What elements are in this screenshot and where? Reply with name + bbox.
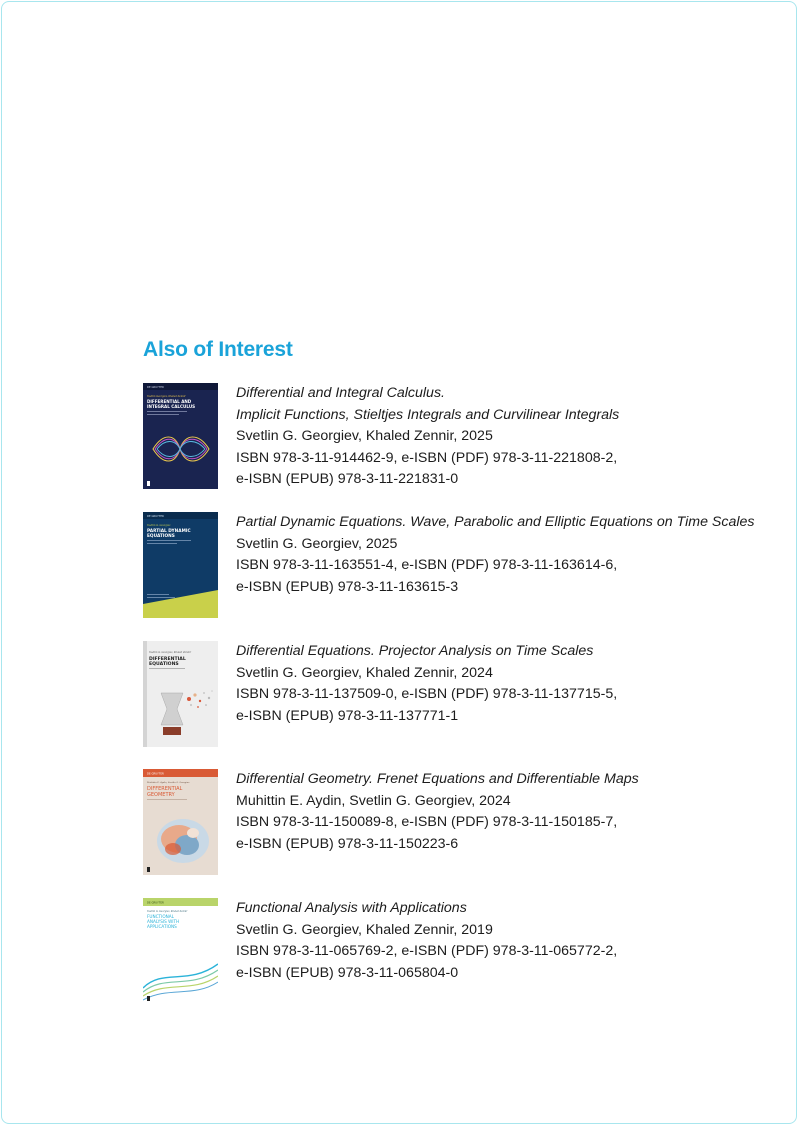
svg-text:EQUATIONS: EQUATIONS — [147, 534, 175, 539]
book-authors-year: Svetlin G. Georgiev, Khaled Zennir, 2025 — [236, 428, 493, 444]
svg-text:FUNCTIONAL: FUNCTIONAL — [147, 914, 174, 919]
book-cover — [143, 512, 218, 618]
book-eisbn: e-ISBN (EPUB) 978-3-11-065804-0 — [236, 964, 459, 981]
book-title: Functional Analysis with Applications — [236, 900, 467, 916]
book-isbn: ISBN 978-3-11-065769-2, e-ISBN (PDF) 978-3-11-065772-2, — [236, 943, 618, 959]
svg-text:APPLICATIONS: APPLICATIONS — [147, 924, 177, 929]
book-authors-year: Svetlin G. Georgiev, Khaled Zennir, 2019 — [236, 921, 493, 938]
book-cover-art — [143, 898, 218, 1004]
book-info — [236, 383, 796, 491]
book-eisbn: e-ISBN (EPUB) 978-3-11-150223-6 — [236, 835, 459, 852]
svg-text:INTEGRAL CALCULUS: INTEGRAL CALCULUS — [147, 404, 196, 409]
book-isbn: ISBN 978-3-11-150089-8, e-ISBN (PDF) 978-3-11-150185-7, — [236, 814, 618, 830]
book-title: Differential Geometry. Frenet Equations and Differentiable Maps — [236, 771, 639, 787]
book-entry — [143, 512, 763, 622]
book-isbn: ISBN 978-3-11-163551-4, e-ISBN (PDF) 978-3-11-163614-6, — [236, 557, 618, 573]
book-isbn: ISBN 978-3-11-137509-0, e-ISBN (PDF) 978-3-11-137715-5, — [236, 686, 618, 702]
book-cover — [143, 769, 218, 875]
svg-text:EQUATIONS: EQUATIONS — [149, 662, 179, 667]
book-cover — [143, 383, 218, 489]
book-info — [236, 641, 796, 727]
svg-text:PARTIAL DYNAMIC: PARTIAL DYNAMIC — [147, 529, 191, 534]
cover-publisher: DE GRUYTER — [147, 515, 164, 518]
book-entry — [143, 641, 763, 751]
svg-text:DIFFERENTIAL: DIFFERENTIAL — [147, 786, 183, 792]
svg-text:ANALYSIS WITH: ANALYSIS WITH — [147, 919, 180, 924]
book-info — [236, 769, 796, 855]
book-title: Partial Dynamic Equations. Wave, Parabolic and Elliptic Equations on Time Scales — [236, 514, 755, 530]
cover-authors: Svetlin G. Georgiev — [147, 524, 171, 527]
cover-authors: Muhittin E. Aydin, Svetlin G. Georgiev — [147, 781, 190, 784]
book-info — [236, 898, 796, 984]
book-authors-year: Svetlin G. Georgiev, Khaled Zennir, 2024 — [236, 664, 493, 681]
book-eisbn: e-ISBN (EPUB) 978-3-11-137771-1 — [236, 707, 459, 724]
book-isbn: ISBN 978-3-11-914462-9, e-ISBN (PDF) 978-3-11-221808-2, — [236, 449, 618, 466]
book-entry — [143, 898, 763, 1008]
svg-text:DIFFERENTIAL AND: DIFFERENTIAL AND — [147, 399, 192, 404]
book-cover-art — [143, 383, 218, 489]
book-title: Differential Equations. Projector Analysis on Time Scales — [236, 643, 594, 659]
book-entry — [143, 383, 763, 493]
book-cover — [143, 898, 218, 1004]
book-eisbn: e-ISBN (EPUB) 978-3-11-163615-3 — [236, 578, 459, 595]
svg-text:GEOMETRY: GEOMETRY — [147, 792, 175, 798]
book-cover — [143, 641, 218, 747]
svg-text:DIFFERENTIAL: DIFFERENTIAL — [149, 657, 186, 662]
cover-publisher: DE GRUYTER — [147, 901, 164, 905]
cover-publisher: DE GRUYTER — [147, 772, 164, 776]
cover-authors: Svetlin G. Georgiev, Khaled Zennir — [149, 651, 192, 654]
cover-publisher: DE GRUYTER — [147, 386, 164, 389]
book-eisbn: e-ISBN (EPUB) 978-3-11-221831-0 — [236, 471, 459, 487]
book-cover-art — [143, 641, 218, 747]
cover-authors: Svetlin G. Georgiev, Khaled Zennir — [147, 910, 188, 913]
book-authors-year: Svetlin G. Georgiev, 2025 — [236, 535, 398, 552]
book-subtitle: Implicit Functions, Stieltjes Integrals and Curvilinear Integrals — [236, 406, 620, 423]
book-authors-year: Muhittin E. Aydin, Svetlin G. Georgiev, 2024 — [236, 792, 511, 809]
book-info — [236, 512, 796, 598]
book-entry — [143, 769, 763, 879]
book-cover-art — [143, 769, 218, 875]
cover-authors: Svetlin Georgiev, Khaled Zennir — [147, 395, 186, 398]
book-cover-art — [143, 512, 218, 618]
book-title: Differential and Integral Calculus. — [236, 385, 445, 401]
section-heading: Also of Interest — [143, 338, 293, 361]
